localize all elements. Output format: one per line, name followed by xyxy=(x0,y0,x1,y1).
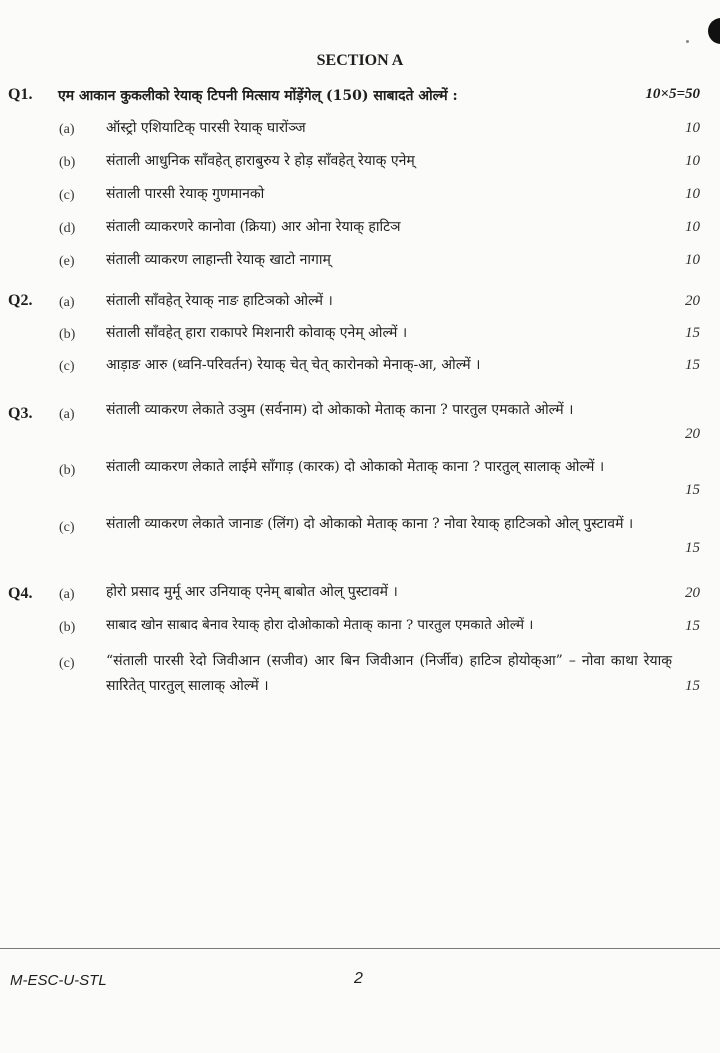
part-marks: 20 xyxy=(685,585,700,601)
part-text: संताली व्याकरण लेकाते जानाङ (लिंग) दो ओकाको मेताक् काना ? नोवा रेयाक् हाटिञको ओल् पुस्टावमें । xyxy=(106,516,634,532)
part-label: (b) xyxy=(59,463,76,478)
part-text: “संताली पारसी रेदो जिवीआन (सजीव) आर बिन जिवीआन (निर्जीव) हाटिञ होयोक्आ” – नोवा काथा रेयाक् सारितेत् पारतुल् सालाक् ओल्में । xyxy=(106,653,672,694)
part-marks: 10 xyxy=(685,186,700,202)
part-marks: 15 xyxy=(685,357,700,373)
part-marks: 15 xyxy=(685,618,700,634)
footer-divider xyxy=(0,948,720,949)
part-label: (c) xyxy=(59,520,75,535)
part-text: होरो प्रसाद मुर्मू आर उनियाक् एनेम् बाबोत ओल् पुस्टावमें । xyxy=(106,584,398,600)
part-marks: 10 xyxy=(685,153,700,169)
part-label: (d) xyxy=(59,221,76,236)
question-marks: 10×5=50 xyxy=(645,86,700,102)
part-text: आड़ाङ आरु (ध्वनि-परिवर्तन) रेयाक् चेत् चेत् कारोनको मेनाक्-आ, ओल्में । xyxy=(106,357,481,373)
question-number: Q2. xyxy=(8,292,33,309)
part-text: संताली पारसी रेयाक् गुणमानको xyxy=(106,186,265,202)
page-number: 2 xyxy=(354,970,363,987)
part-label: (b) xyxy=(59,620,76,635)
part-label: (a) xyxy=(59,122,75,137)
part-marks: 15 xyxy=(685,482,700,498)
part-marks: 20 xyxy=(685,293,700,309)
part-label: (a) xyxy=(59,295,75,310)
part-text: संताली व्याकरण लेकाते उञुम (सर्वनाम) दो ओकाको मेताक् काना ? पारतुल एमकाते ओल्में । xyxy=(106,402,574,418)
scan-blemish xyxy=(708,18,720,44)
part-text: ऑस्ट्रो एशियाटिक् पारसी रेयाक् घारोंञ्ज xyxy=(106,120,306,136)
question-number: Q4. xyxy=(8,585,33,602)
question-number: Q1. xyxy=(8,86,33,103)
part-label: (c) xyxy=(59,359,75,374)
question-stem: एम आकान कुकलीको रेयाक् टिपनी मित्साय मोंड़ेंगेल् (150) साबादते ओल्में : xyxy=(58,88,458,104)
section-title: SECTION A xyxy=(316,52,404,69)
part-marks: 15 xyxy=(685,325,700,341)
part-marks: 15 xyxy=(685,540,700,556)
part-marks: 20 xyxy=(685,426,700,442)
question-number: Q3. xyxy=(8,405,33,422)
part-label: (c) xyxy=(59,656,75,671)
part-label: (e) xyxy=(59,254,75,269)
scan-speck xyxy=(686,40,689,43)
part-label: (a) xyxy=(59,587,75,602)
part-text: संताली साँवहेत् रेयाक् नाङ हाटिञको ओल्में । xyxy=(106,293,333,309)
part-marks: 10 xyxy=(685,120,700,136)
part-text: साबाद खोन साबाद बेनाव रेयाक् होरा दोओकाको मेताक् काना ? पारतुल एमकाते ओल्में । xyxy=(106,618,534,633)
part-text: संताली साँवहेत् हारा राकापरे मिशनारी कोवाक् एनेम् ओल्में । xyxy=(106,325,408,341)
part-text: संताली व्याकरण लेकाते लाईमे साँगाड़ (कारक) दो ओकाको मेताक् काना ? पारतुल् सालाक् ओल्में । xyxy=(106,459,605,475)
part-text: संताली व्याकरणरे कानोवा (क्रिया) आर ओना रेयाक् हाटिञ xyxy=(106,219,401,235)
paper-code: M-ESC-U-STL xyxy=(10,972,107,989)
part-label: (c) xyxy=(59,188,75,203)
part-text: संताली आधुनिक साँवहेत् हाराबुरुय रे होड़ साँवहेत् रेयाक् एनेम् xyxy=(106,153,415,169)
part-marks: 10 xyxy=(685,252,700,268)
part-text: संताली व्याकरण लाहान्ती रेयाक् खाटो नागाम् xyxy=(106,252,331,268)
part-label: (b) xyxy=(59,327,76,342)
part-label: (b) xyxy=(59,155,76,170)
part-marks: 10 xyxy=(685,219,700,235)
part-label: (a) xyxy=(59,407,75,422)
part-marks: 15 xyxy=(685,678,700,694)
